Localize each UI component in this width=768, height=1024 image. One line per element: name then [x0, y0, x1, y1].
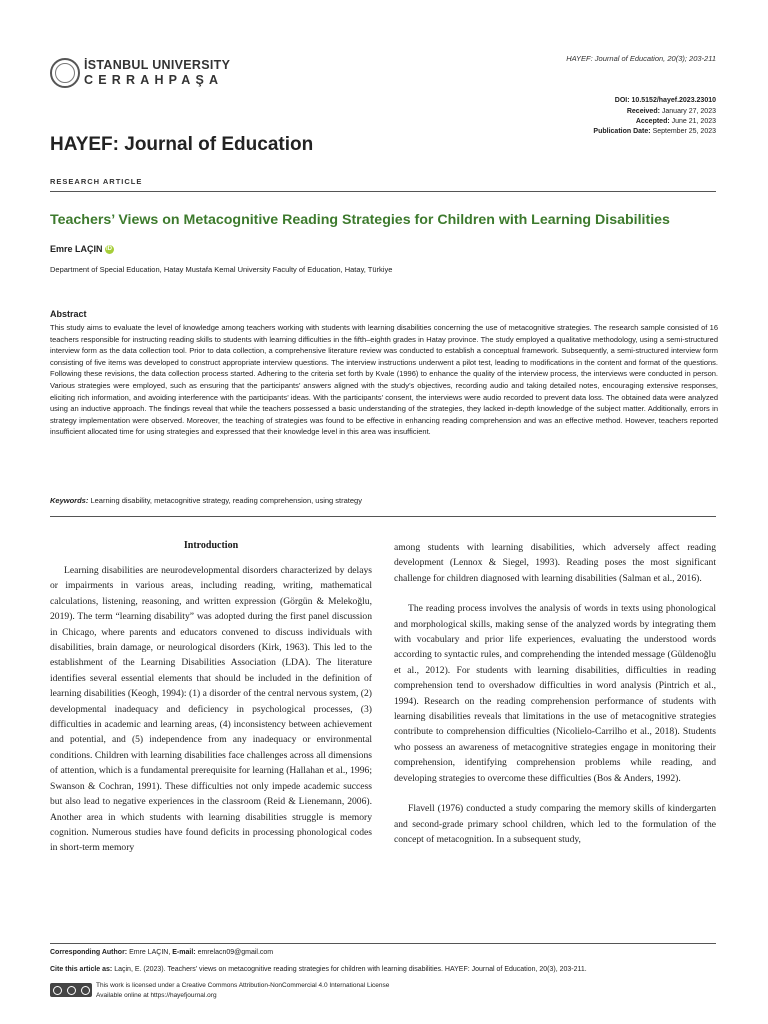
doi-line: DOI: 10.5152/hayef.2023.23010 [614, 97, 716, 104]
header-divider [50, 191, 716, 192]
orcid-icon[interactable]: iD [106, 246, 113, 252]
corresponding-author: Corresponding Author: Emre LAÇIN, E-mail: emrelacn09@gmail.com [50, 949, 274, 956]
university-subname: CERRAHPAŞA [84, 73, 224, 87]
right-column [394, 540, 716, 847]
university-name: İSTANBUL UNIVERSITY [84, 58, 231, 72]
abstract-text: This study aims to evaluate the level of knowledge among teachers working with students with learning disabilities concerning the use of metacognitive strategies. The research sample consisted of 16 teachers responsible for instructing reading skills to students with learning difficulties in the fifth–eighth grades in Hatay province. The study employed a qualitative methodology, using a semi-structured interview form as the data collection tool. Prior to data collection, a comprehensive literature review was conducted to establish a conceptual framework. Subsequently, a semi-structured interview form consisting of five items was developed to construct appropriate interview questions. The interview instructions underwent a pilot test, leading to modifications in the content and format of the questions. Following these revisions, the data collection process started. Adhering to the criteria set forth by Kvale (1996) to enhance the quality of the interview process, the interviews were conducted in person. Various strategies were employed, such as ensuring that the participants’ answers aligned with the study’s objectives, recording audio and taking detailed notes, encouraging extensive responses, eliciting rich information, and avoiding interference with the participants’ ideas. With the participants’ consent, the interviews were audio recorded to prevent data loss. The obtained data were analyzed using an inductive approach. The findings reveal that while the teachers possessed a basic understanding of the strategies, they lacked in-depth knowledge of the subject matter. Additionally, errors in strategy implementation were observed. Moreover, the teaching of strategies was found to be effective in enhancing reading comprehension and was an effective method. However, teachers reported insufficient allocated time for using strategies and expressed that their knowledge level in this area was insufficient. [50, 323, 718, 437]
accepted-line: Accepted: June 21, 2023 [635, 118, 716, 125]
left-column [50, 563, 372, 856]
affiliation: Department of Special Education, Hatay Mustafa Kemal University Faculty of Education, Hatay, Türkiye [50, 265, 393, 274]
cc-license-icon[interactable] [50, 983, 92, 997]
license-text: This work is licensed under a Creative Commons Attribution-NonCommercial 4.0 International License [96, 982, 390, 989]
section-heading-introduction: Introduction [183, 540, 239, 551]
cite-as: Cite this article as: Laçin, E. (2023). Teachers’ views on metacognitive reading strategies for children with learning disabilities. HAYEF: Journal of Education, 20(3), 203-211. [50, 966, 587, 973]
university-logo [50, 58, 80, 88]
doi-value[interactable]: 10.5152/hayef.2023.23010 [631, 97, 716, 104]
abstract-divider [50, 516, 716, 517]
abstract-heading: Abstract [50, 309, 87, 319]
author-name: Emre LAÇIN [50, 244, 103, 254]
available-online: Available online at https://hayefjournal.org [96, 992, 217, 999]
pubdate-line: Publication Date: September 25, 2023 [593, 128, 716, 135]
paragraph: among students with learning disabilities, which adversely affect reading development (Lennox & Siegel, 1993). Reading poses the most significant challenge for children diagnosed with learning disabilities (Salman et al., 2016). [394, 542, 716, 584]
journal-citation: HAYEF: Journal of Education, 20(3); 203-211 [566, 54, 716, 63]
article-title: Teachers’ Views on Metacognitive Reading Strategies for Children with Learning Disabilities [50, 212, 670, 228]
received-line: Received: January 27, 2023 [626, 108, 716, 115]
paragraph: The reading process involves the analysis of words in texts using phonological and morphological skills, making sense of the analyzed words by integrating them with vocabulary and prior life experiences, evaluating the understood words according to syntactic rules, and comprehending the intended message (Güldenoğlu et al., 2012). For students with learning disabilities, difficulties in reading comprehension tend to overshadow difficulties in word analysis (Pintrich et al., 1994). Research on the reading comprehension performance of students with learning disabilities reveals that limitations in the use of metacognitive strategies contribute to comprehension difficulties (Nicolielo-Carrilho et al., 2018). Students who possess an awareness of metacognitive strategies engage in monitoring their comprehension, identifying comprehension problems while reading, and developing strategies to overcome these difficulties (Bos & Anders, 1992). [394, 603, 716, 784]
journal-title: HAYEF: Journal of Education [50, 134, 314, 155]
keywords: Keywords: Learning disability, metacognitive strategy, reading comprehension, using strategy [50, 496, 362, 505]
paragraph: Learning disabilities are neurodevelopmental disorders characterized by delays or impairments in various areas, including reading, writing, mathematical calculations, listening, reasoning, and written expression (Görgün & Melekoğlu, 2019). The term “learning disability” was adopted during the first panel discussion in Chicago, where parents and educators convened to discuss individuals with disabilities, brain damage, or neurological disorders (Kirk, 1963). This led to the establishment of the Learning Disabilities Association (LDA). The literature identifies several essential elements that should be included in the definition of learning disabilities (Keogh, 1994): (1) a disorder of the central nervous system, (2) developmental inadequacy and deficiency in psychological processes, (3) difficulties in academic and learning areas, (4) inconsistency between achievement and potential, and (5) independence from any inadequacy or environmental conditions. Children with learning disabilities face challenges across all dimensions of attention, which is a fundamental prerequisite for learning (Hallahan et al., 1996; Swanson & Cochran, 1991). These difficulties not only impede academic success but also lead to negative experiences in the classroom (Reid & Lienemann, 2006). Another area in which students with learning disabilities struggle is memory cognition. Numerous studies have found deficits in processing phonological codes in short-term memory [50, 565, 372, 854]
paragraph: Flavell (1976) conducted a study comparing the memory skills of kindergarten and second-grade primary school children, which led to the formulation of the concept of metacognition. In a subsequent study, [394, 803, 716, 845]
email-link[interactable]: emrelacn09@gmail.com [197, 949, 274, 956]
footer-divider [50, 943, 716, 944]
article-type: RESEARCH ARTICLE [50, 177, 143, 186]
author [50, 244, 114, 254]
